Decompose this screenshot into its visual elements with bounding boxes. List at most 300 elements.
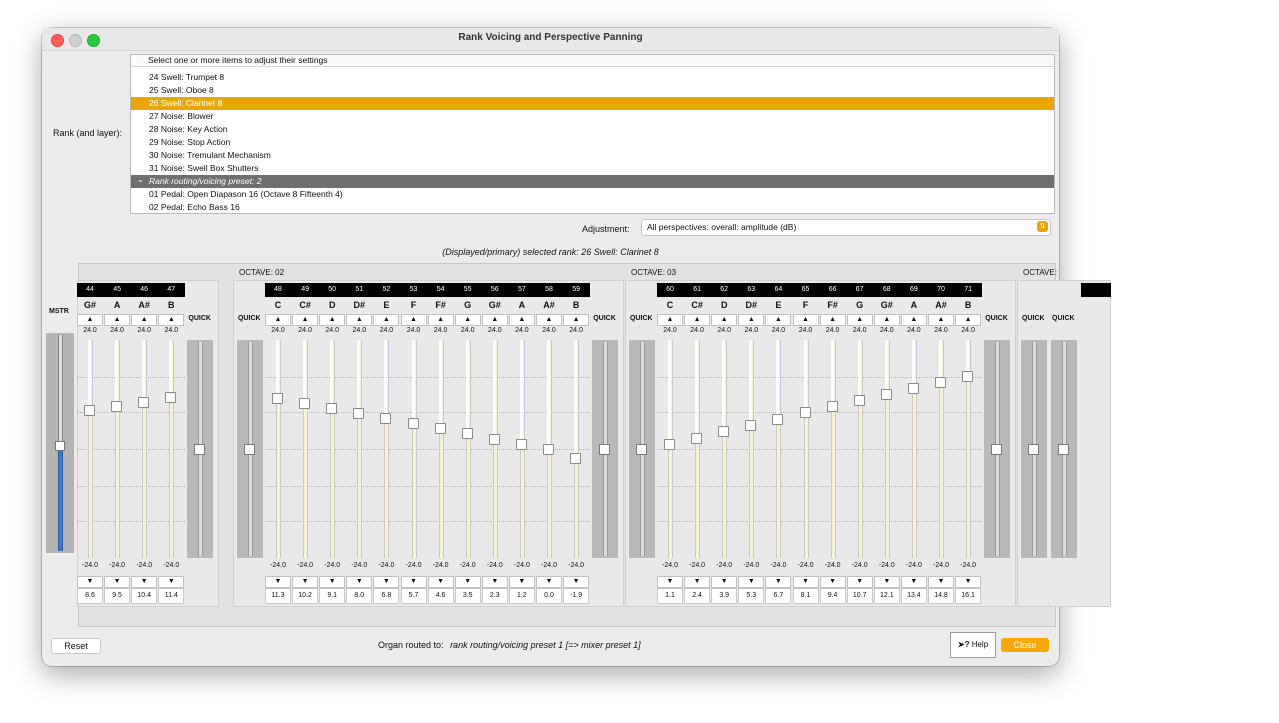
triangle-down-icon[interactable]: ▼ [158,576,184,588]
min-value: -24.0 [109,562,126,569]
quick-label: QUICK [238,315,261,322]
triangle-down-icon[interactable]: ▼ [847,576,873,588]
key-slider[interactable] [804,340,809,558]
key-number: 71 [964,286,972,293]
key-slider-thumb[interactable] [772,414,783,425]
note-name: F [802,300,809,310]
note-name: G# [488,300,501,310]
min-value: -24.0 [568,562,585,569]
key-number: 51 [355,286,364,293]
quick-slider-thumb[interactable] [194,444,205,455]
reset-button[interactable]: Reset [51,638,101,654]
triangle-up-icon[interactable]: ▲ [711,314,737,326]
triangle-up-icon[interactable]: ▲ [319,314,345,326]
key-slider-thumb[interactable] [516,439,527,450]
triangle-down-icon[interactable]: ▼ [482,576,508,588]
key-number: 65 [801,286,810,293]
triangle-down-icon[interactable]: ▼ [563,576,589,588]
quick-slider-thumb[interactable] [244,444,255,455]
grid-line [657,377,982,379]
triangle-up-icon[interactable]: ▲ [738,314,764,326]
grid-line [657,521,982,523]
routing-status [378,640,641,650]
grid-line [657,449,982,451]
key-slider-fill [384,340,387,418]
note-name: A [113,300,121,310]
grid-line [265,377,590,379]
triangle-up-icon[interactable]: ▲ [77,314,103,326]
min-value: -24.0 [878,562,895,569]
max-value: 24.0 [717,327,731,334]
routing-label: Organ routed to: [378,640,444,650]
triangle-down-icon[interactable]: ▼ [346,576,372,588]
max-value: 24.0 [298,327,312,334]
quick-slider-right[interactable] [187,340,213,558]
note-name: G# [83,300,96,310]
key-slider-thumb[interactable] [962,371,973,382]
note-name: C# [691,300,703,310]
key-slider-thumb[interactable] [380,413,391,424]
triangle-up-icon[interactable]: ▲ [793,314,819,326]
key-slider-fill [466,340,469,433]
triangle-up-icon[interactable]: ▲ [131,314,157,326]
quick-slider-thumb[interactable] [599,444,610,455]
triangle-up-icon[interactable]: ▲ [847,314,873,326]
triangle-down-icon[interactable]: ▼ [131,576,157,588]
quick-slider-thumb[interactable] [1028,444,1039,455]
min-value: -24.0 [770,562,787,569]
min-value: -24.0 [513,562,530,569]
quick-label: QUICK [1022,315,1045,322]
rank-item-label: 30 Noise: Tremulant Mechanism [149,150,271,160]
max-value: 24.0 [934,327,948,334]
help-label: Help [971,640,989,649]
key-number: 62 [720,286,729,293]
min-value: -24.0 [378,562,395,569]
key-number: 44 [86,286,94,293]
key-slider[interactable] [912,340,917,558]
min-value: -24.0 [351,562,368,569]
key-slider[interactable] [466,340,471,558]
triangle-down-icon[interactable]: ▼ [536,576,562,588]
triangle-down-icon[interactable]: ▼ [401,576,427,588]
max-value: 24.0 [798,327,813,334]
triangle-up-icon[interactable]: ▲ [563,314,589,326]
key-slider-fill [330,340,333,408]
triangle-up-icon[interactable]: ▲ [509,314,535,326]
octave-label: OCTAVE: 03 [631,268,677,277]
quick-slider-thumb[interactable] [1058,444,1069,455]
triangle-up-icon[interactable]: ▲ [536,314,562,326]
key-value: 5.3 [738,588,764,604]
key-value: 11.3 [265,588,291,604]
rank-item-label: 01 Pedal: Open Diapason 16 (Octave 8 Fifteenth 4) [149,189,343,199]
rank-list-item[interactable] [131,149,1054,162]
key-slider-thumb[interactable] [353,408,364,419]
triangle-down-icon[interactable]: ▼ [928,576,954,588]
min-value: -24.0 [851,562,868,569]
max-value: 24.0 [515,327,529,334]
key-slider-thumb[interactable] [165,392,176,403]
quick-slider-left[interactable] [1021,340,1047,558]
triangle-down-icon[interactable]: ▼ [319,576,345,588]
rank-list-item[interactable] [131,84,1054,97]
min-value: -24.0 [689,562,706,569]
note-name: A [518,300,526,310]
key-slider-fill [169,340,172,397]
triangle-up-icon[interactable]: ▲ [928,314,954,326]
key-number: 57 [517,286,526,293]
rank-item-label: 29 Noise: Stop Action [149,137,231,147]
triangle-up-icon[interactable]: ▲ [158,314,184,326]
rank-list-item[interactable] [131,71,1054,84]
rank-list-item[interactable] [131,110,1054,123]
key-slider[interactable] [749,340,754,558]
triangle-down-icon[interactable]: ▼ [509,576,535,588]
max-value: 24.0 [907,327,921,334]
note-name: B [168,300,175,310]
help-button[interactable] [950,632,996,658]
rank-list-item[interactable] [131,123,1054,136]
key-slider[interactable] [831,340,836,558]
triangle-down-icon[interactable]: ▼ [901,576,927,588]
note-name: A# [543,300,555,310]
rank-list[interactable] [130,54,1055,214]
key-slider[interactable] [885,340,890,558]
max-value: 24.0 [406,327,421,334]
key-number: 68 [882,286,891,293]
min-value: -24.0 [743,562,760,569]
triangle-up-icon[interactable]: ▲ [820,314,846,326]
triangle-up-icon[interactable]: ▲ [265,314,291,326]
key-number: 45 [113,286,121,293]
key-slider[interactable] [939,340,944,558]
key-slider-fill [142,340,145,402]
max-value: 24.0 [879,327,894,334]
key-number: 54 [436,286,445,293]
master-slider-thumb[interactable] [55,441,65,451]
min-value: -24.0 [797,562,814,569]
key-slider[interactable] [722,340,727,558]
key-slider-fill [776,340,779,419]
master-label: MSTR [49,308,69,315]
note-name: G [856,300,864,310]
key-slider-thumb[interactable] [935,377,946,388]
key-number: 63 [747,286,756,293]
key-slider-fill [749,340,752,425]
triangle-down-icon[interactable]: ▼ [265,576,291,588]
quick-slider-thumb[interactable] [636,444,647,455]
triangle-down-icon[interactable]: ▼ [955,576,981,588]
max-value: 24.0 [744,327,759,334]
min-value: -24.0 [960,562,977,569]
close-button[interactable]: Close [1001,638,1049,652]
note-name: D [328,300,336,310]
max-value: 24.0 [569,327,583,334]
triangle-down-icon[interactable]: ▼ [292,576,318,588]
rank-item-label: 28 Noise: Key Action [149,124,228,134]
key-slider-fill [276,340,279,398]
adjustment-label: Adjustment: [582,224,630,234]
window-title: Rank Voicing and Perspective Panning [458,32,643,43]
voicing-panel [78,263,1075,627]
min-value: -24.0 [136,562,153,569]
max-value: 24.0 [487,327,502,334]
rank-list-item[interactable] [131,136,1054,149]
routing-value: rank routing/voicing preset 1 [=> mixer preset 1] [450,640,641,650]
key-value: 4.6 [428,588,454,604]
key-slider-fill [115,340,118,406]
key-value: 13.4 [901,588,927,604]
key-slider-fill [885,340,888,394]
note-name: G [464,300,472,310]
key-number: 70 [937,286,945,293]
key-value: 10.2 [292,588,318,604]
title-bar [42,28,1059,51]
key-slider[interactable] [858,340,863,558]
max-value: 24.0 [137,327,151,334]
triangle-up-icon[interactable]: ▲ [955,314,981,326]
note-name: C [274,300,282,310]
key-slider-fill [668,340,671,444]
quick-slider-left[interactable] [237,340,263,558]
key-number: 49 [301,286,309,293]
key-slider-fill [912,340,915,388]
quick-label: QUICK [593,315,616,322]
note-name: E [383,300,390,310]
adjustment-select[interactable] [641,219,1051,236]
min-value: -24.0 [270,562,286,569]
key-slider-thumb[interactable] [111,401,122,412]
triangle-up-icon[interactable]: ▲ [373,314,399,326]
triangle-down-icon[interactable]: ▼ [455,576,481,588]
chevron-down-icon[interactable]: ⌄ [137,175,144,184]
triangle-up-icon[interactable]: ▲ [401,314,427,326]
key-number: 47 [167,286,176,293]
key-slider-thumb[interactable] [908,383,919,394]
key-number-bar [1081,283,1111,297]
triangle-down-icon[interactable]: ▼ [874,576,900,588]
rank-label: Rank (and layer): [53,128,123,138]
key-value: 10.7 [847,588,873,604]
key-slider-fill [695,340,698,438]
max-value: 24.0 [690,327,704,334]
triangle-down-icon[interactable]: ▼ [793,576,819,588]
key-slider-thumb[interactable] [326,403,337,414]
min-value: -24.0 [716,562,733,569]
triangle-up-icon[interactable]: ▲ [104,314,130,326]
key-value: 8.0 [346,588,372,604]
triangle-down-icon[interactable]: ▼ [684,576,710,588]
min-value: -24.0 [824,562,841,569]
key-slider[interactable] [330,340,335,558]
triangle-up-icon[interactable]: ▲ [346,314,372,326]
max-value: 24.0 [271,327,285,334]
key-number: 52 [382,286,391,293]
key-slider[interactable] [695,340,700,558]
key-slider-thumb[interactable] [489,434,500,445]
rank-item-label: 27 Noise: Blower [149,111,214,121]
note-name: B [572,300,580,310]
key-slider[interactable] [384,340,389,558]
key-slider-thumb[interactable] [84,405,95,416]
key-value: 2.4 [684,588,710,604]
key-number: 56 [490,286,499,293]
quick-slider-right[interactable] [1051,340,1077,558]
rank-list-item[interactable] [131,162,1054,175]
key-number: 67 [855,286,864,293]
grid-line [265,412,590,414]
quick-slider-right[interactable] [984,340,1010,558]
key-value: 3.9 [711,588,737,604]
grid-line [265,449,590,451]
key-value: 12.1 [874,588,900,604]
master-slider-fill [58,445,63,551]
max-value: 24.0 [852,327,867,334]
key-slider-fill [493,340,496,439]
key-slider[interactable] [574,340,579,558]
note-name: D# [745,300,758,310]
key-slider-fill [858,340,861,400]
key-slider[interactable] [966,340,971,558]
key-value: 16.1 [955,588,981,604]
rank-list-item[interactable] [131,201,1054,214]
triangle-down-icon[interactable]: ▼ [77,576,103,588]
key-slider-thumb[interactable] [272,393,283,404]
max-value: 24.0 [433,327,448,334]
key-value: 5.7 [401,588,427,604]
key-slider[interactable] [776,340,781,558]
triangle-down-icon[interactable]: ▼ [657,576,683,588]
triangle-up-icon[interactable]: ▲ [765,314,791,326]
rank-list-item[interactable] [131,188,1054,201]
key-slider[interactable] [169,340,174,558]
triangle-up-icon[interactable]: ▲ [684,314,710,326]
triangle-up-icon[interactable]: ▲ [428,314,454,326]
key-slider[interactable] [547,340,552,558]
triangle-down-icon[interactable]: ▼ [765,576,791,588]
rank-item-label: 25 Swell: Oboe 8 [149,85,214,95]
key-slider-thumb[interactable] [408,418,419,429]
min-value: -24.0 [163,562,180,569]
key-number: 64 [774,286,783,293]
triangle-down-icon[interactable]: ▼ [820,576,846,588]
key-value: 6.7 [765,588,791,604]
key-slider-thumb[interactable] [664,439,675,450]
max-value: 24.0 [961,327,975,334]
key-slider-thumb[interactable] [570,453,581,464]
key-slider[interactable] [357,340,362,558]
triangle-up-icon[interactable]: ▲ [874,314,900,326]
key-slider-thumb[interactable] [745,420,756,431]
max-value: 24.0 [771,327,786,334]
key-slider[interactable] [115,340,120,558]
key-slider[interactable] [668,340,673,558]
note-name: A# [138,300,150,310]
key-value: 3.5 [455,588,481,604]
note-name: D [720,300,728,310]
key-slider[interactable] [412,340,417,558]
key-number: 66 [828,286,837,293]
key-slider[interactable] [303,340,308,558]
key-value: 0.0 [536,588,562,604]
rank-item-label: Rank routing/voicing preset: 2 [149,176,262,186]
triangle-down-icon[interactable]: ▼ [373,576,399,588]
key-slider-thumb[interactable] [881,389,892,400]
min-value: -24.0 [541,562,557,569]
triangle-up-icon[interactable]: ▲ [455,314,481,326]
key-slider[interactable] [142,340,147,558]
key-slider-thumb[interactable] [435,423,446,434]
rank-list-item[interactable] [131,97,1054,110]
key-value: 8.6 [77,588,103,604]
key-slider-thumb[interactable] [138,397,149,408]
key-slider[interactable] [276,340,281,558]
key-slider[interactable] [439,340,444,558]
note-name: F [410,300,417,310]
note-name: F# [827,300,838,310]
key-slider-thumb[interactable] [543,444,554,455]
key-slider-fill [722,340,725,431]
key-slider-thumb[interactable] [691,433,702,444]
triangle-down-icon[interactable]: ▼ [738,576,764,588]
key-number: 50 [328,286,337,293]
quick-slider-left[interactable] [629,340,655,558]
min-value: -24.0 [459,562,476,569]
min-value: -24.0 [405,562,422,569]
help-cursor-icon: ➤? [957,640,970,649]
min-value: -24.0 [933,562,949,569]
triangle-up-icon[interactable]: ▲ [901,314,927,326]
triangle-down-icon[interactable]: ▼ [104,576,130,588]
key-value: 14.8 [928,588,954,604]
rank-list-header [131,55,1054,67]
quick-slider-right[interactable] [592,340,618,558]
triangle-up-icon[interactable]: ▲ [482,314,508,326]
window [42,28,1075,666]
rank-group-row[interactable] [131,175,1054,188]
rank-item-label: 24 Swell: Trumpet 8 [149,72,225,82]
key-slider-fill [520,340,523,444]
key-slider[interactable] [493,340,498,558]
key-number: 61 [693,286,701,293]
quick-label: QUICK [985,315,1008,322]
triangle-down-icon[interactable]: ▼ [428,576,454,588]
key-slider-thumb[interactable] [800,407,811,418]
grid-line [265,486,590,488]
chevron-updown-icon: ⇅ [1037,221,1048,232]
quick-slider-thumb[interactable] [991,444,1002,455]
key-number: 59 [572,286,580,293]
min-value: -24.0 [82,562,98,569]
key-slider[interactable] [88,340,93,558]
key-slider-thumb[interactable] [718,426,729,437]
triangle-down-icon[interactable]: ▼ [711,576,737,588]
triangle-up-icon[interactable]: ▲ [292,314,318,326]
max-value: 24.0 [825,327,840,334]
note-name: C# [299,300,311,310]
master-slider[interactable] [46,333,74,553]
note-name: E [775,300,782,310]
key-slider-thumb[interactable] [854,395,865,406]
key-slider[interactable] [520,340,525,558]
key-slider-thumb[interactable] [299,398,310,409]
key-value: 1.2 [509,588,535,604]
key-slider-thumb[interactable] [462,428,473,439]
triangle-up-icon[interactable]: ▲ [657,314,683,326]
key-value: 8.1 [793,588,819,604]
key-slider-thumb[interactable] [827,401,838,412]
